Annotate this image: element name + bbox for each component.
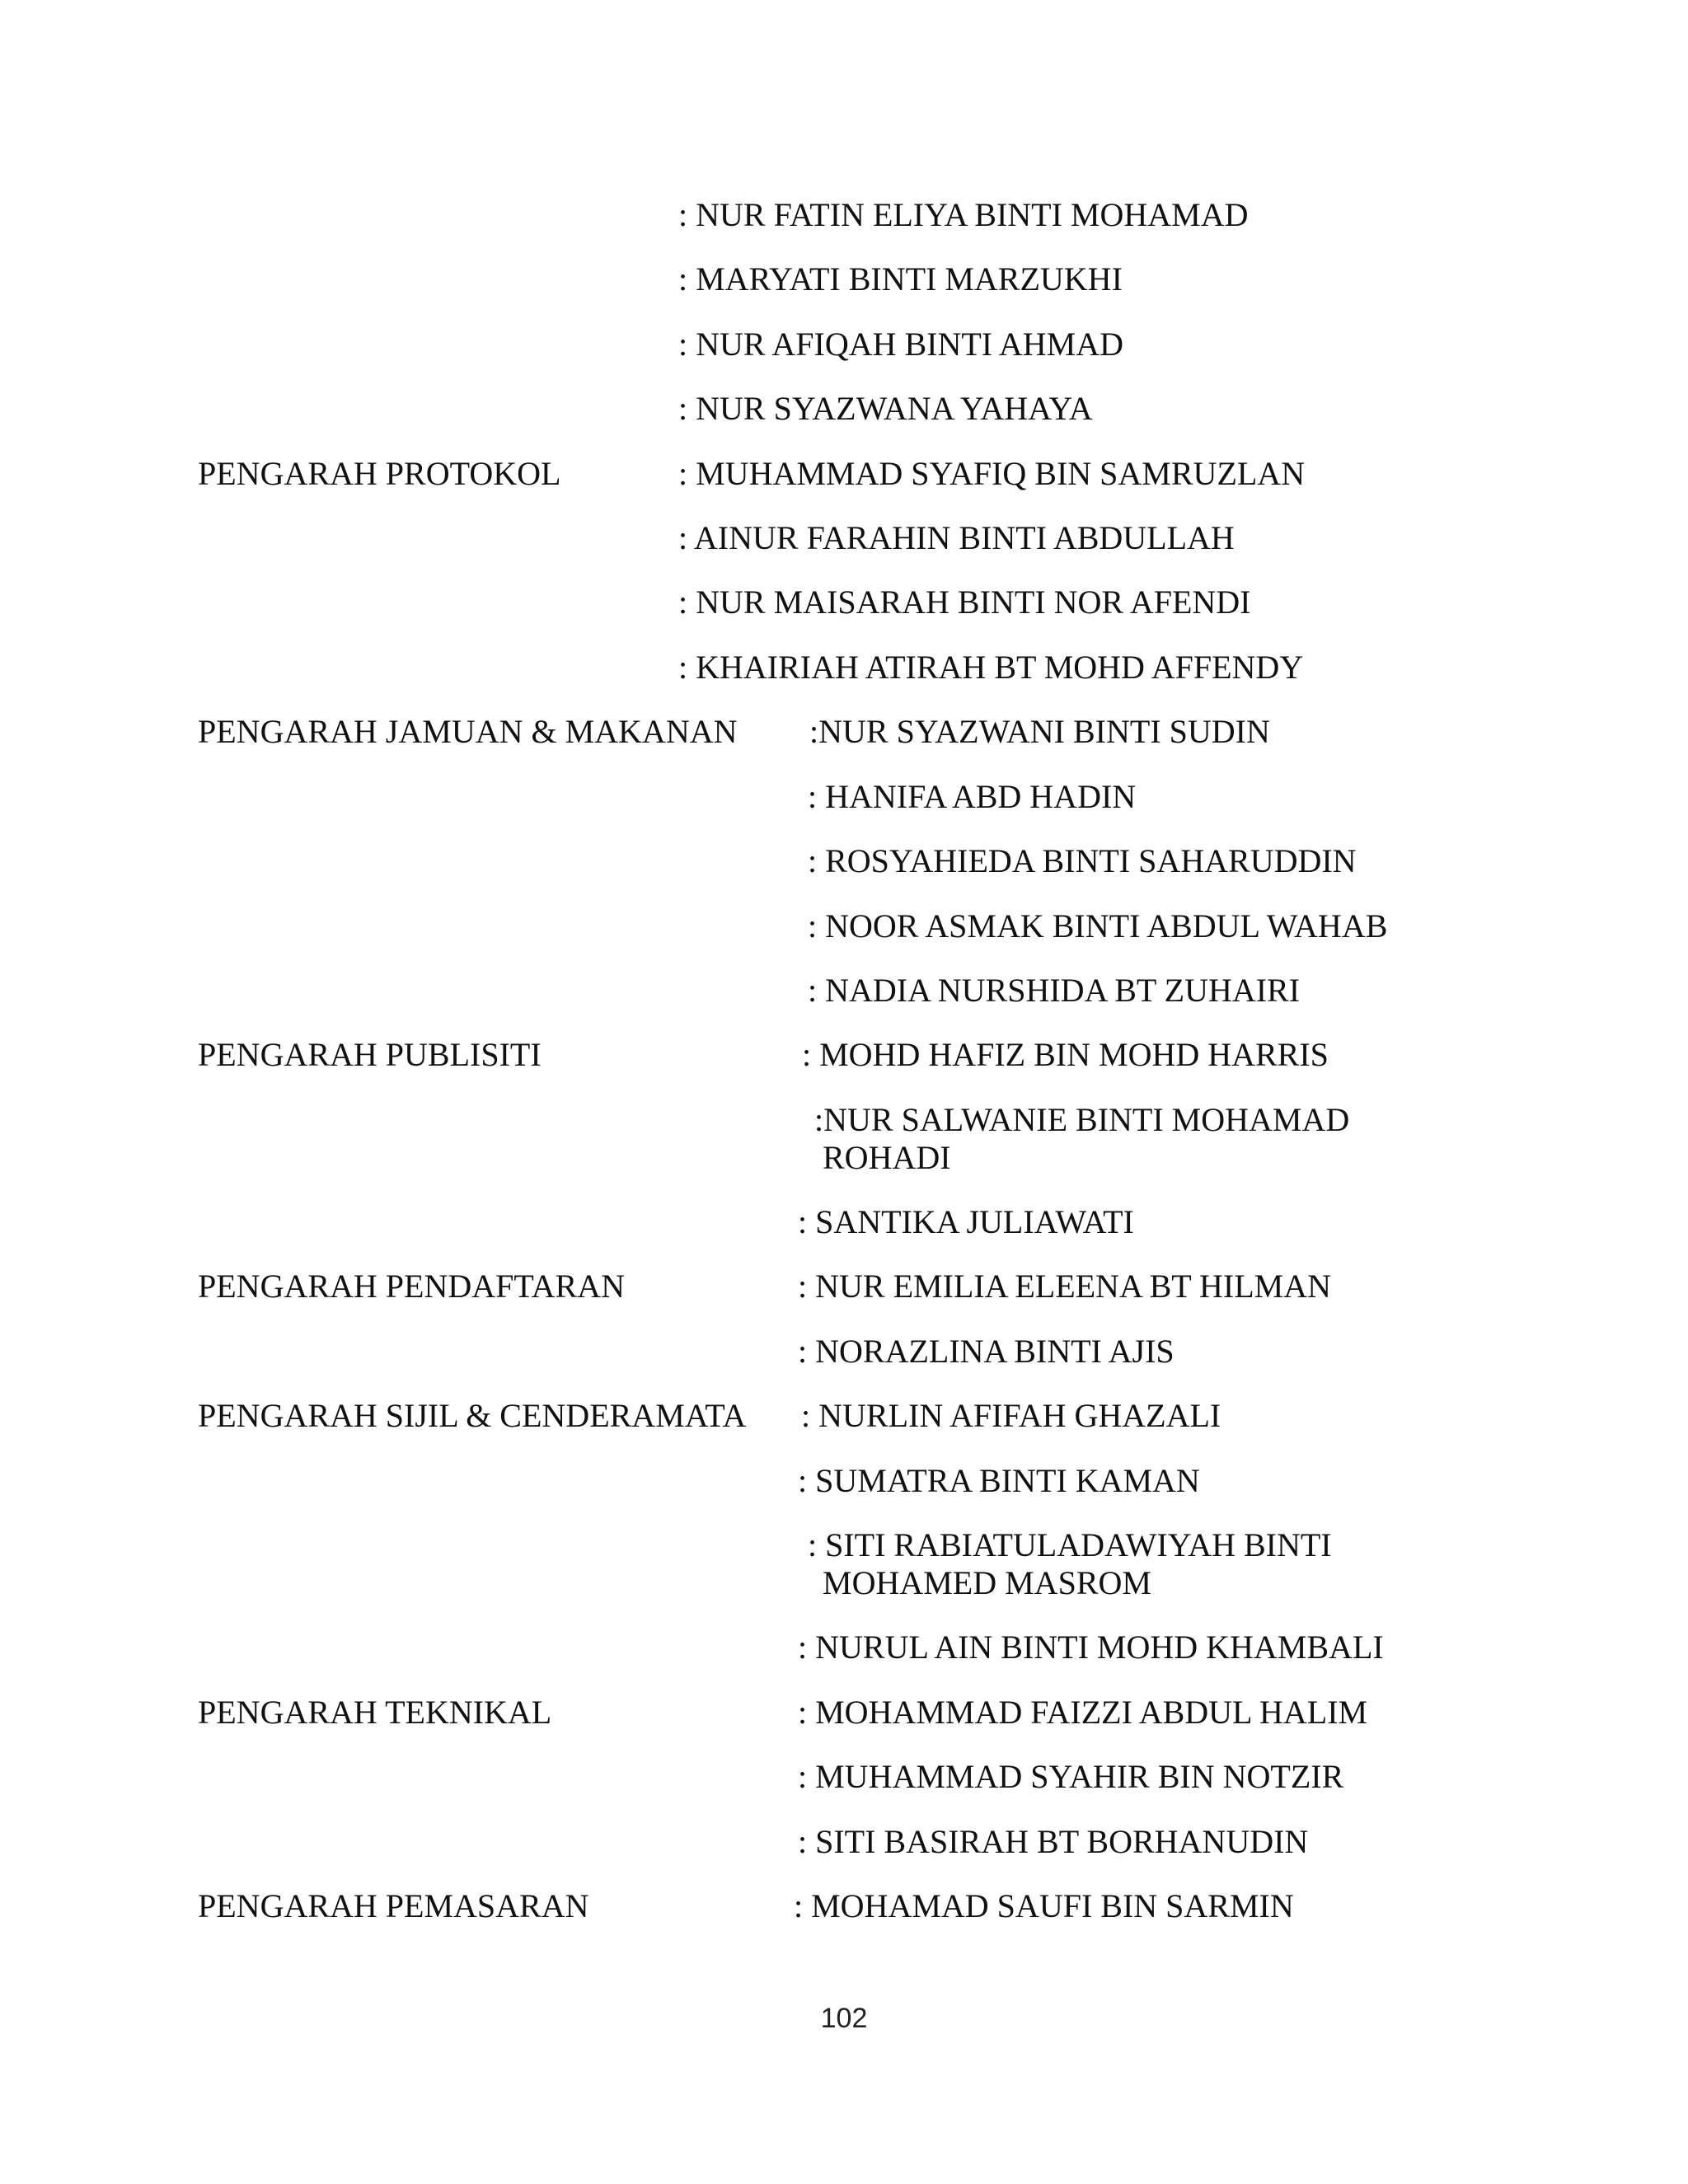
committee-member-name: : NUR EMILIA ELEENA BT HILMAN xyxy=(798,1268,1331,1305)
committee-member-name: : MUHAMMAD SYAHIR BIN NOTZIR xyxy=(798,1758,1344,1795)
committee-member-name: : NUR FATIN ELIYA BINTI MOHAMAD xyxy=(678,196,1249,233)
committee-member-name: : NUR MAISARAH BINTI NOR AFENDI xyxy=(678,583,1251,621)
page-number: 102 xyxy=(820,2003,868,2034)
committee-member-name: :NUR SYAZWANI BINTI SUDIN xyxy=(809,713,1270,750)
committee-member-name: : NURUL AIN BINTI MOHD KHAMBALI xyxy=(798,1629,1384,1666)
committee-role-label: PENGARAH PROTOKOL xyxy=(198,455,561,492)
committee-member-name: : SITI RABIATULADAWIYAH BINTI xyxy=(808,1526,1332,1563)
committee-member-name: : SITI BASIRAH BT BORHANUDIN xyxy=(798,1823,1309,1860)
committee-member-name: : SANTIKA JULIAWATI xyxy=(798,1203,1134,1240)
committee-member-name: : MOHAMAD SAUFI BIN SARMIN xyxy=(794,1887,1294,1924)
committee-member-name: : MOHD HAFIZ BIN MOHD HARRIS xyxy=(802,1036,1329,1073)
committee-member-name: : NOOR ASMAK BINTI ABDUL WAHAB xyxy=(808,907,1388,944)
committee-member-name: : HANIFA ABD HADIN xyxy=(808,778,1137,815)
committee-role-label: PENGARAH PEMASARAN xyxy=(198,1887,589,1924)
committee-member-name-continued: ROHADI xyxy=(823,1139,951,1176)
committee-member-name: : MARYATI BINTI MARZUKHI xyxy=(678,260,1123,298)
committee-member-name: : NURLIN AFIFAH GHAZALI xyxy=(801,1397,1221,1434)
committee-member-name: : SUMATRA BINTI KAMAN xyxy=(798,1462,1200,1499)
committee-member-name: : ROSYAHIEDA BINTI SAHARUDDIN xyxy=(808,842,1357,879)
committee-member-name: : MUHAMMAD SYAFIQ BIN SAMRUZLAN xyxy=(678,455,1306,492)
committee-role-label: PENGARAH PUBLISITI xyxy=(198,1036,542,1073)
committee-member-name: : NORAZLINA BINTI AJIS xyxy=(798,1333,1175,1370)
committee-role-label: PENGARAH JAMUAN & MAKANAN xyxy=(198,713,738,750)
committee-role-label: PENGARAH TEKNIKAL xyxy=(198,1694,552,1731)
committee-member-name: : MOHAMMAD FAIZZI ABDUL HALIM xyxy=(798,1694,1368,1731)
committee-member-name: : NADIA NURSHIDA BT ZUHAIRI xyxy=(808,972,1301,1009)
committee-role-label: PENGARAH SIJIL & CENDERAMATA xyxy=(198,1397,747,1434)
committee-role-label: PENGARAH PENDAFTARAN xyxy=(198,1268,625,1305)
committee-member-name: : NUR SYAZWANA YAHAYA xyxy=(678,390,1093,427)
committee-member-name: :NUR SALWANIE BINTI MOHAMAD xyxy=(814,1101,1350,1138)
committee-member-name: : AINUR FARAHIN BINTI ABDULLAH xyxy=(678,519,1235,556)
committee-member-name-continued: MOHAMED MASROM xyxy=(823,1564,1151,1601)
committee-member-name: : NUR AFIQAH BINTI AHMAD xyxy=(678,326,1124,363)
committee-member-name: : KHAIRIAH ATIRAH BT MOHD AFFENDY xyxy=(678,649,1304,686)
